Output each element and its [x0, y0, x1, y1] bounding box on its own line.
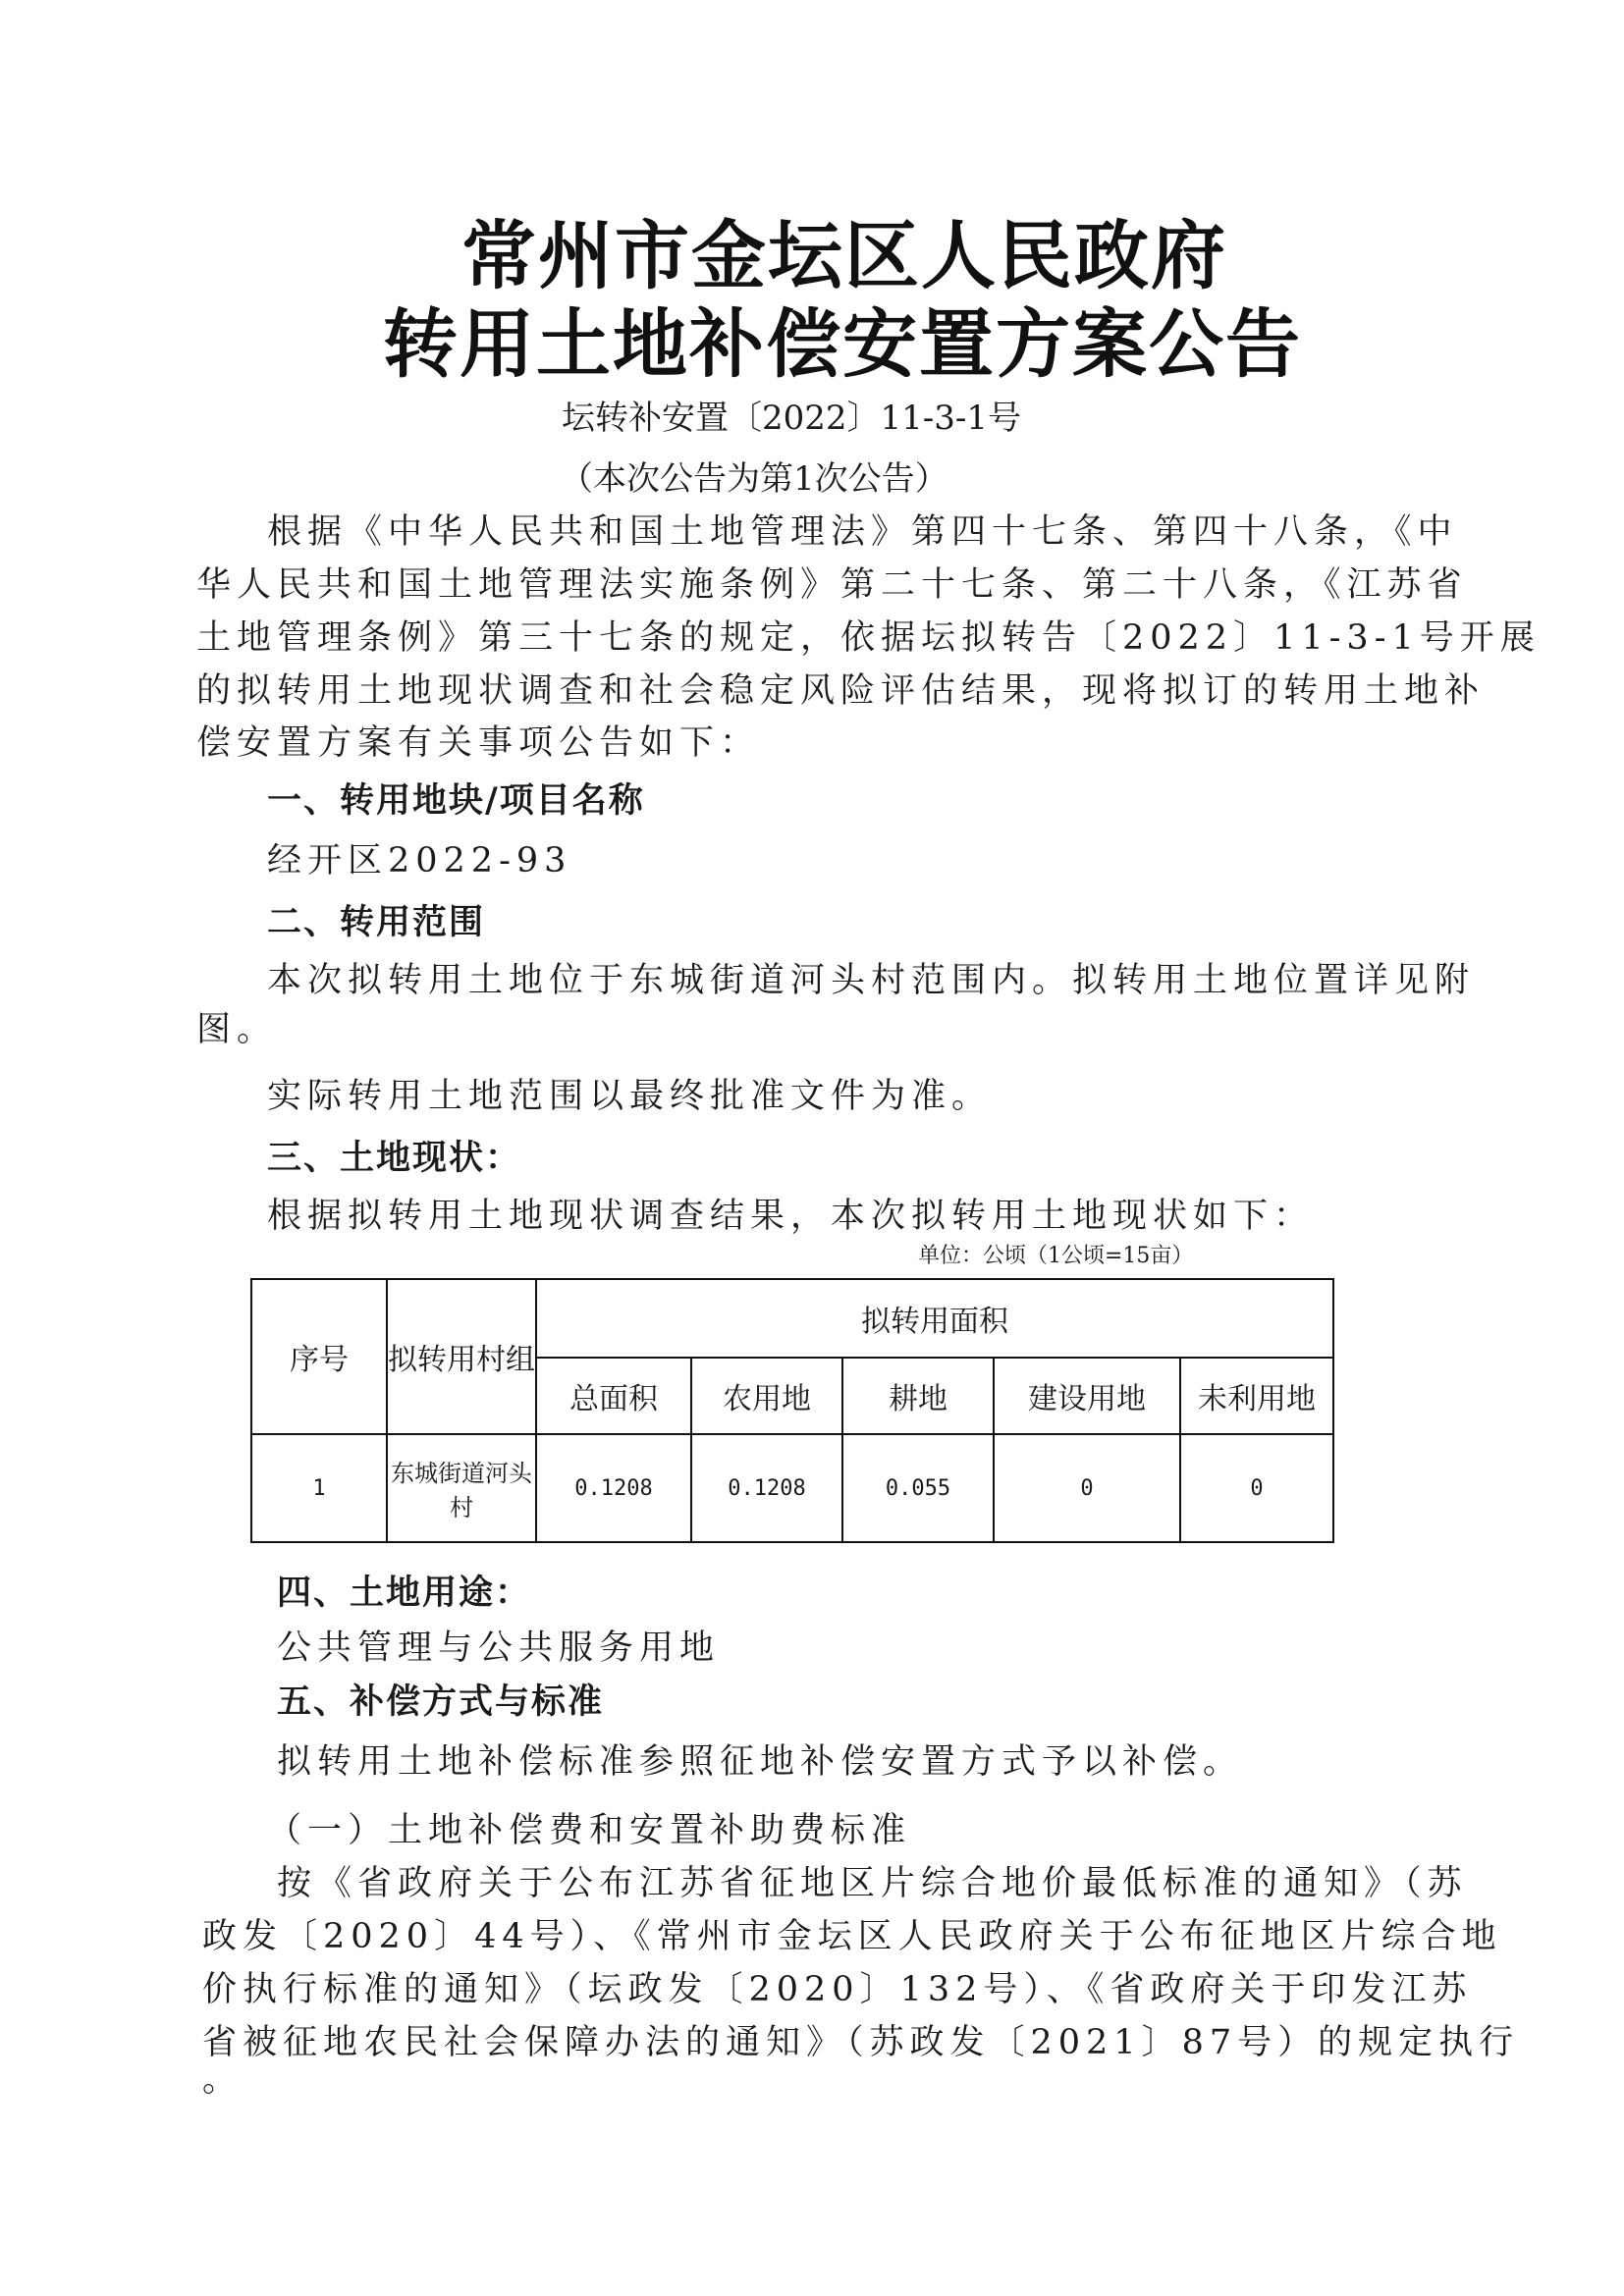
document-number: 坛转补安置〔2022〕11-3-1号: [562, 399, 1022, 438]
section2-heading: 二、转用范围: [267, 903, 486, 942]
table-row: [251, 1434, 1333, 1542]
section2-text: 本次拟转用土地位于东城街道河头村范围内。拟转用土地位置详见附: [267, 961, 1476, 1000]
section2-text2: 实际转用土地范围以最终批准文件为准。: [267, 1077, 993, 1116]
document-title-line2: 转用土地补偿安置方案公告: [383, 300, 1302, 388]
land-status-table: [250, 1278, 1334, 1543]
table-header-arable: 耕地: [842, 1358, 994, 1434]
table-header-construction: 建设用地: [994, 1358, 1180, 1434]
section5-sub1-heading: （一）土地补偿费和安置补助费标准: [267, 1811, 912, 1850]
intro-line: 华人民共和国土地管理法实施条例》第二十七条、第二十八条，《江苏省: [196, 565, 1468, 605]
section2-text-cont: 图。: [196, 1010, 278, 1049]
section5-heading: 五、补偿方式与标准: [277, 1682, 605, 1722]
section3-heading: 三、土地现状：: [267, 1139, 522, 1178]
section5-sub1-line: 政发〔2020〕44号）、《常州市金坛区人民政府关于公布征地区片综合地: [202, 1917, 1502, 1956]
section4-heading: 四、土地用途：: [277, 1574, 532, 1613]
section1-heading: 一、转用地块/项目名称: [267, 781, 645, 821]
table-header-unused: 未利用地: [1180, 1358, 1333, 1434]
section1-text: 经开区2022-93: [267, 841, 572, 881]
section5-sub1-line: 省被征地农民社会保障办法的通知》（苏政发〔2021〕87号）的规定执行: [202, 2023, 1520, 2062]
intro-line: 偿安置方案有关事项公告如下：: [196, 723, 761, 763]
intro-line: 的拟转用土地现状调查和社会稳定风险评估结果，现将拟订的转用土地补: [196, 671, 1486, 711]
cell-seq: 1: [251, 1434, 387, 1542]
section5-sub1-line: 按《省政府关于公布江苏省征地区片综合地价最低标准的通知》（苏: [277, 1864, 1468, 1903]
cell-total: 0.1208: [536, 1434, 691, 1542]
announcement-round: （本次公告为第1次公告）: [560, 459, 948, 499]
cell-agri: 0.1208: [691, 1434, 842, 1542]
section3-text: 根据拟转用土地现状调查结果，本次拟转用土地现状如下：: [267, 1197, 1315, 1236]
table-header-village: 拟转用村组: [387, 1279, 536, 1434]
cell-unused: 0: [1180, 1434, 1333, 1542]
intro-line: 根据《中华人民共和国土地管理法》第四十七条、第四十八条，《中: [267, 512, 1458, 552]
intro-line: 土地管理条例》第三十七条的规定，依据坛拟转告〔2022〕11-3-1号开展: [196, 618, 1541, 658]
section5-text: 拟转用土地补偿标准参照征地补偿安置方式予以补偿。: [277, 1742, 1244, 1782]
unit-note: 单位：公顷（1公顷=15亩）: [918, 1244, 1194, 1268]
table-header-total: 总面积: [536, 1358, 691, 1434]
table-header-area-group: 拟转用面积: [536, 1279, 1333, 1358]
document-title-line1: 常州市金坛区人民政府: [461, 212, 1227, 299]
cell-construction: 0: [994, 1434, 1180, 1542]
section5-sub1-line: 。: [202, 2060, 244, 2100]
cell-arable: 0.055: [842, 1434, 994, 1542]
section5-sub1-line: 价执行标准的通知》（坛政发〔2020〕132号）、《省政府关于印发江苏: [202, 1970, 1473, 2009]
section4-text: 公共管理与公共服务用地: [277, 1629, 721, 1668]
table-header-seq: 序号: [251, 1279, 387, 1434]
table-header-agri: 农用地: [691, 1358, 842, 1434]
cell-village: 东城街道河头村: [387, 1434, 536, 1542]
